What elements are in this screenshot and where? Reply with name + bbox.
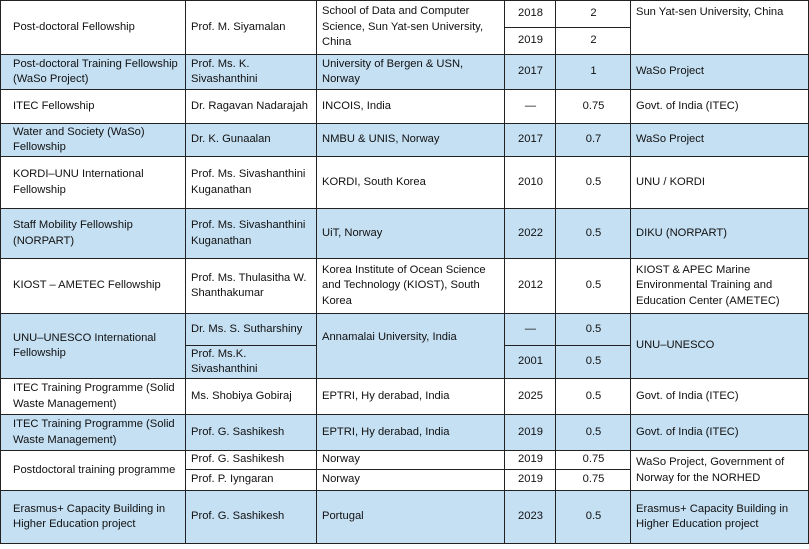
fellowship-name-cell: Staff Mobility Fellowship (NORPART) — [1, 209, 186, 259]
duration-cell: 2 — [556, 1, 631, 28]
sponsor-cell: DIKU (NORPART) — [631, 209, 809, 259]
year-cell: 2019 — [505, 28, 556, 55]
year-cell: — — [505, 314, 556, 346]
table-row — [1, 157, 809, 209]
recipient-cell: Dr. Ms. S. Sutharshiny — [186, 314, 317, 346]
recipient-cell: Prof. Ms. Thulasitha W. Shanthakumar — [186, 259, 317, 314]
fellowship-name-cell: KORDI–UNU International Fellowship — [1, 157, 186, 209]
recipient-cell: Prof. M. Siyamalan — [186, 1, 317, 55]
duration-cell: 0.5 — [556, 379, 631, 415]
recipient-cell: Prof. Ms.K. Sivashanthini — [186, 346, 317, 379]
sponsor-cell: UNU / KORDI — [631, 157, 809, 209]
year-cell: 2010 — [505, 157, 556, 209]
host-institution-cell: KORDI, South Korea — [317, 157, 505, 209]
duration-cell: 0.75 — [556, 451, 631, 470]
fellowship-name-cell: ITEC Training Programme (Solid Waste Management) — [1, 379, 186, 415]
duration-cell: 2 — [556, 28, 631, 55]
host-institution-cell: University of Bergen & USN, Norway — [317, 55, 505, 90]
year-cell: 2018 — [505, 1, 556, 28]
year-cell: 2019 — [505, 415, 556, 451]
year-cell: 2012 — [505, 259, 556, 314]
year-cell: 2022 — [505, 209, 556, 259]
year-cell: — — [505, 90, 556, 124]
host-institution-cell: EPTRI, Hy derabad, India — [317, 379, 505, 415]
duration-cell: 0.7 — [556, 124, 631, 157]
recipient-cell: Prof. G. Sashikesh — [186, 415, 317, 451]
recipient-cell: Prof. P. Iyngaran — [186, 470, 317, 491]
sponsor-cell: Sun Yat-sen University, China — [631, 1, 809, 55]
host-institution-cell: NMBU & UNIS, Norway — [317, 124, 505, 157]
year-cell: 2023 — [505, 491, 556, 544]
host-institution-cell: Portugal — [317, 491, 505, 544]
recipient-cell: Prof. G. Sashikesh — [186, 491, 317, 544]
recipient-cell: Prof. Ms. Sivashanthini Kuganathan — [186, 157, 317, 209]
sponsor-cell: Govt. of India (ITEC) — [631, 379, 809, 415]
year-cell: 2001 — [505, 346, 556, 379]
host-institution-cell: School of Data and Computer Science, Sun Yat-sen University, China — [317, 1, 505, 55]
table-row — [1, 314, 809, 346]
table-row — [1, 379, 809, 415]
host-institution-cell: UiT, Norway — [317, 209, 505, 259]
fellowship-name-cell: ITEC Fellowship — [1, 90, 186, 124]
table-row — [1, 90, 809, 124]
fellowship-name-cell: Water and Society (WaSo) Fellowship — [1, 124, 186, 157]
sponsor-cell: WaSo Project — [631, 55, 809, 90]
year-cell: 2017 — [505, 55, 556, 90]
host-institution-cell: Norway — [317, 470, 505, 491]
fellowship-name-cell: ITEC Training Programme (Solid Waste Management) — [1, 415, 186, 451]
recipient-cell: Dr. K. Gunaalan — [186, 124, 317, 157]
table-row — [1, 259, 809, 314]
sponsor-cell: Govt. of India (ITEC) — [631, 415, 809, 451]
host-institution-cell: Annamalai University, India — [317, 314, 505, 379]
table-row — [1, 491, 809, 544]
table-row — [1, 415, 809, 451]
recipient-cell: Prof. Ms. Sivashanthini Kuganathan — [186, 209, 317, 259]
table-row — [1, 209, 809, 259]
fellowship-name-cell: Post-doctoral Fellowship — [1, 1, 186, 55]
host-institution-cell: Norway — [317, 451, 505, 470]
recipient-cell: Prof. Ms. K. Sivashanthini — [186, 55, 317, 90]
sponsor-cell: UNU–UNESCO — [631, 314, 809, 379]
host-institution-cell: EPTRI, Hy derabad, India — [317, 415, 505, 451]
duration-cell: 0.75 — [556, 470, 631, 491]
host-institution-cell: INCOIS, India — [317, 90, 505, 124]
sponsor-cell: WaSo Project, Government of Norway for the NORHED — [631, 451, 809, 491]
duration-cell: 0.5 — [556, 157, 631, 209]
year-cell: 2019 — [505, 451, 556, 470]
year-cell: 2025 — [505, 379, 556, 415]
fellowship-name-cell: Postdoctoral training programme — [1, 451, 186, 491]
duration-cell: 0.5 — [556, 259, 631, 314]
fellowship-name-cell: Erasmus+ Capacity Building in Higher Education project — [1, 491, 186, 544]
table-row — [1, 124, 809, 157]
fellowship-name-cell: KIOST – AMETEC Fellowship — [1, 259, 186, 314]
sponsor-cell: WaSo Project — [631, 124, 809, 157]
duration-cell: 1 — [556, 55, 631, 90]
duration-cell: 0.5 — [556, 415, 631, 451]
table-row — [1, 55, 809, 90]
table-row — [1, 1, 809, 28]
year-cell: 2017 — [505, 124, 556, 157]
duration-cell: 0.5 — [556, 346, 631, 379]
duration-cell: 0.5 — [556, 491, 631, 544]
recipient-cell: Dr. Ragavan Nadarajah — [186, 90, 317, 124]
sponsor-cell: Govt. of India (ITEC) — [631, 90, 809, 124]
fellowship-name-cell: UNU–UNESCO International Fellowship — [1, 314, 186, 379]
host-institution-cell: Korea Institute of Ocean Science and Technology (KIOST), South Korea — [317, 259, 505, 314]
recipient-cell: Prof. G. Sashikesh — [186, 451, 317, 470]
year-cell: 2019 — [505, 470, 556, 491]
sponsor-cell: KIOST & APEC Marine Environmental Training and Education Center (AMETEC) — [631, 259, 809, 314]
duration-cell: 0.5 — [556, 314, 631, 346]
table-row — [1, 451, 809, 470]
duration-cell: 0.5 — [556, 209, 631, 259]
sponsor-cell: Erasmus+ Capacity Building in Higher Education project — [631, 491, 809, 544]
recipient-cell: Ms. Shobiya Gobiraj — [186, 379, 317, 415]
fellowship-name-cell: Post-doctoral Training Fellowship (WaSo Project) — [1, 55, 186, 90]
duration-cell: 0.75 — [556, 90, 631, 124]
